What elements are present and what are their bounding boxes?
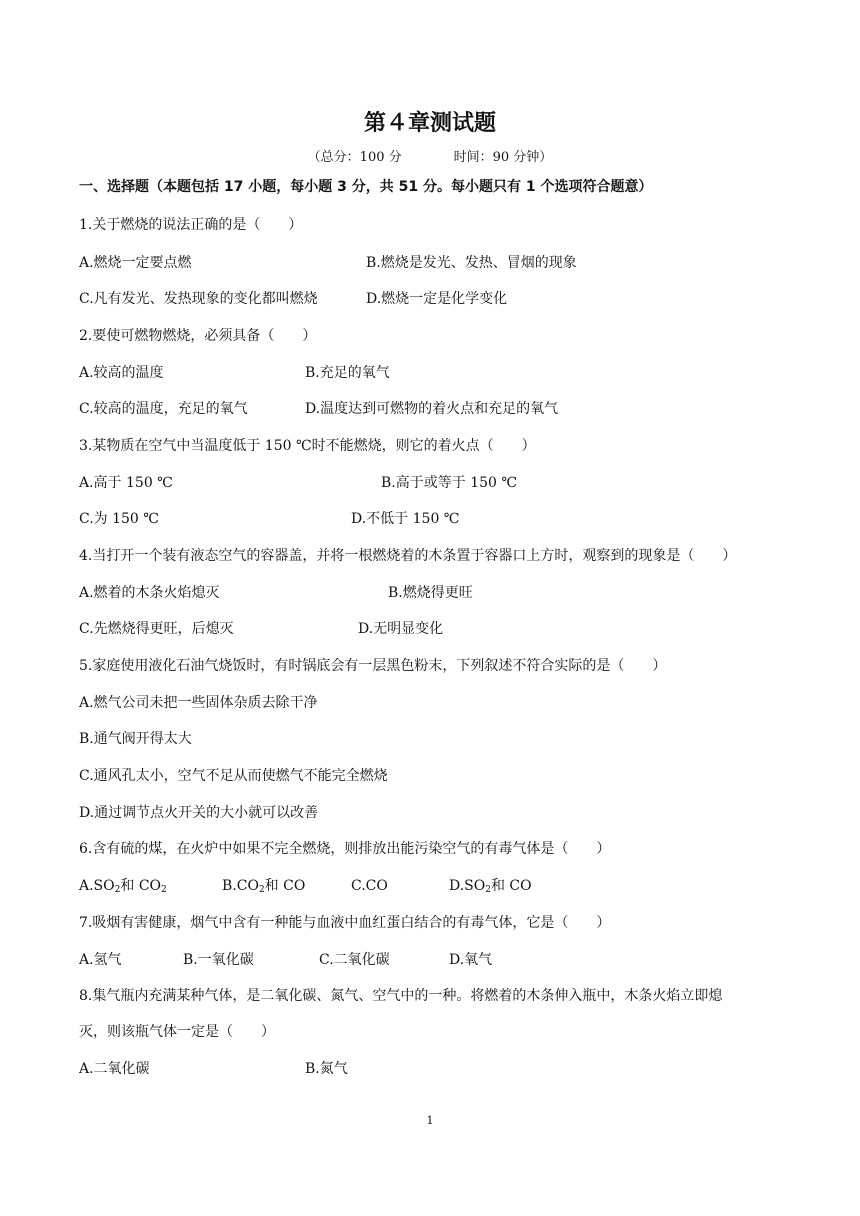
q1-option-d: D.燃烧一定是化学变化: [366, 291, 508, 307]
q5-option-d: D.通过调节点火开关的大小就可以改善: [79, 805, 319, 821]
q3-option-c: C.为 150 ℃: [79, 511, 159, 527]
q2-option-d: D.温度达到可燃物的着火点和充足的氧气: [305, 401, 559, 417]
q2-option-b: B.充足的氧气: [305, 365, 390, 381]
question-5-stem: 5.家庭使用液化石油气烧饭时，有时锅底会有一层黑色粉末，下列叙述不符合实际的是（ ）: [79, 658, 667, 674]
q4-option-b: B.燃烧得更旺: [388, 585, 473, 601]
q7-option-d: D.氧气: [449, 952, 493, 968]
question-8-stem: 8.集气瓶内充满某种气体，是二氧化碳、氮气、空气中的一种。将燃着的木条伸入瓶中，木条火焰立即熄: [79, 988, 723, 1004]
question-2-stem: 2.要使可燃物燃烧，必须具备（ ）: [79, 328, 317, 344]
q4-option-d: D.无明显变化: [358, 621, 444, 637]
question-1-stem: 1.关于燃烧的说法正确的是（ ）: [79, 217, 303, 233]
q5-option-a: A.燃气公司未把一些固体杂质去除干净: [79, 695, 318, 711]
q2-option-a: A.较高的温度: [79, 365, 164, 381]
q6-option-a: $A.SO_2$和 $CO_2$: [79, 878, 167, 895]
q6-option-d: $D.SO_2$和 CO: [449, 878, 532, 895]
question-8-stem-cont: 灭，则该瓶气体一定是（ ）: [79, 1024, 275, 1040]
q3-option-b: B.高于或等于 150 ℃: [381, 475, 518, 491]
q3-option-d: D.不低于 150 ℃: [351, 511, 460, 527]
q7-option-c: C.二氧化碳: [319, 952, 390, 968]
question-4-stem: 4.当打开一个装有液态空气的容器盖，并将一根燃烧着的木条置于容器口上方时，观察到的现象是（ ）: [79, 548, 737, 564]
time-limit: 时间：90 分钟）: [453, 150, 553, 165]
q4-option-c: C.先燃烧得更旺，后熄灭: [79, 621, 234, 637]
question-7-stem: 7.吸烟有害健康，烟气中含有一种能与血液中血红蛋白结合的有毒气体，它是（ ）: [79, 915, 611, 931]
page-number: 1: [426, 1114, 434, 1127]
q2-option-c: C.较高的温度，充足的氧气: [79, 401, 248, 417]
exam-info: [0, 146, 860, 165]
q5-option-c: C.通风孔太小，空气不足从而使燃气不能完全燃烧: [79, 768, 388, 784]
page-title: 第４章测试题: [363, 111, 496, 136]
q1-option-c: C.凡有发光、发热现象的变化都叫燃烧: [79, 291, 318, 307]
q8-option-b: B.氮气: [305, 1061, 348, 1077]
q1-option-b: B.燃烧是发光、发热、冒烟的现象: [366, 255, 577, 271]
question-6-stem: 6.含有硫的煤，在火炉中如果不完全燃烧，则排放出能污染空气的有毒气体是（ ）: [79, 841, 611, 857]
q1-option-a: A.燃烧一定要点燃: [79, 255, 192, 271]
q4-option-a: A.燃着的木条火焰熄灭: [79, 585, 220, 601]
section-heading: 一、选择题（本题包括 17 小题，每小题 3 分，共 51 分。每小题只有 1 个选项符合题意）: [79, 179, 653, 195]
q5-option-b: B.通气阀开得太大: [79, 731, 192, 747]
q3-option-a: A.高于 150 ℃: [79, 475, 173, 491]
q8-option-a: A.二氧化碳: [79, 1061, 150, 1077]
q6-option-b: $B.CO_2$和 CO: [222, 878, 306, 895]
q6-option-c: C.CO: [351, 878, 388, 894]
q7-option-a: A.氢气: [79, 952, 122, 968]
q7-option-b: B.一氧化碳: [183, 952, 254, 968]
total-score: （总分：100 分: [307, 150, 402, 165]
question-3-stem: 3.某物质在空气中当温度低于 150 ℃时不能燃烧，则它的着火点（ ）: [79, 438, 536, 454]
